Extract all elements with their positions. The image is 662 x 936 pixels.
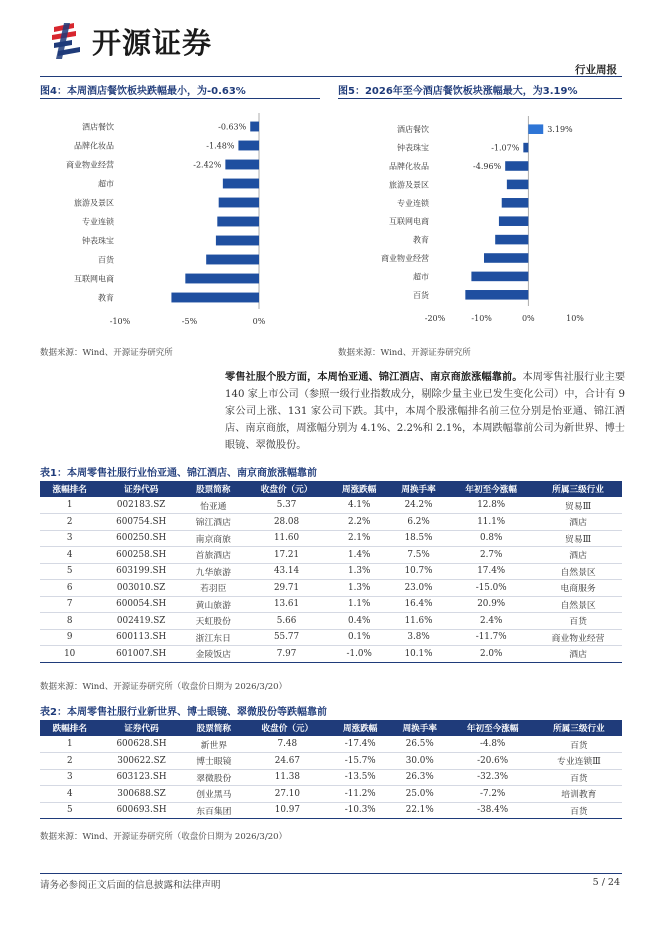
paragraph-lead: 零售社服个股方面，本周怡亚通、锦江酒店、南京商旅涨幅靠前。 bbox=[225, 371, 523, 383]
table-cell: 酒店 bbox=[534, 646, 622, 663]
table-cell: 003010.SZ bbox=[99, 580, 183, 597]
table-cell: 17.4% bbox=[448, 563, 534, 580]
table-cell: 7.48 bbox=[244, 736, 330, 753]
category-label: 专业连锁 bbox=[397, 198, 429, 208]
table-cell: 13.61 bbox=[244, 596, 330, 613]
table2-title: 表2：本周零售社服行业新世界、博士眼镜、翠微股份等跌幅靠前 bbox=[40, 707, 327, 718]
x-tick-label: -10% bbox=[109, 317, 131, 326]
table-cell: 贸易Ⅲ bbox=[534, 530, 622, 547]
body-paragraph bbox=[225, 369, 625, 454]
table-cell: 600693.SH bbox=[100, 802, 184, 819]
table-cell: 自然景区 bbox=[534, 563, 622, 580]
table-cell: 新世界 bbox=[183, 736, 244, 753]
table-cell: 天虹股份 bbox=[183, 613, 244, 630]
table-cell: 300622.SZ bbox=[100, 753, 184, 770]
table-cell: 2.1% bbox=[330, 530, 389, 547]
table-cell: 30.0% bbox=[390, 753, 450, 770]
table-cell: 4 bbox=[40, 547, 99, 564]
table-cell: -4.8% bbox=[450, 736, 536, 753]
table2 bbox=[40, 720, 622, 819]
table2-header-cell: 收盘价（元） bbox=[261, 724, 314, 734]
chart-bar bbox=[505, 161, 528, 171]
category-label: 品牌化妆品 bbox=[389, 162, 429, 171]
table2-header-row bbox=[40, 720, 622, 736]
table-cell: 16.4% bbox=[389, 596, 448, 613]
table-cell: 10.7% bbox=[389, 563, 448, 580]
table-cell: 百货 bbox=[536, 769, 622, 786]
data-label: 3.19% bbox=[547, 125, 573, 135]
table-cell: 0.1% bbox=[330, 629, 389, 646]
table-row bbox=[40, 753, 622, 770]
table-cell: 002419.SZ bbox=[99, 613, 183, 630]
table-cell: -15.0% bbox=[448, 580, 534, 597]
table-cell: 5.66 bbox=[244, 613, 330, 630]
chart-bar bbox=[206, 255, 259, 265]
table-cell: 28.08 bbox=[244, 514, 330, 531]
table-cell: 7.97 bbox=[244, 646, 330, 663]
chart-bar bbox=[484, 253, 528, 263]
table-cell: 黄山旅游 bbox=[183, 596, 244, 613]
table-cell: 17.21 bbox=[244, 547, 330, 564]
table-cell: 10 bbox=[40, 646, 99, 663]
table-cell: 600113.SH bbox=[99, 629, 183, 646]
table1-source: 数据来源：Wind、开源证券研究所（收盘价日期为 2026/3/20） bbox=[40, 682, 288, 692]
category-label: 百货 bbox=[413, 290, 429, 300]
table-cell: 4 bbox=[40, 786, 100, 803]
table-cell: 酒店 bbox=[534, 547, 622, 564]
footer-divider bbox=[40, 873, 622, 874]
table-cell: -11.2% bbox=[330, 786, 390, 803]
table-cell: 首旅酒店 bbox=[183, 547, 244, 564]
table2-header-cell: 年初至今涨幅 bbox=[466, 724, 519, 734]
table-cell: 1.3% bbox=[330, 580, 389, 597]
category-label: 教育 bbox=[98, 293, 114, 303]
table-cell: 11.38 bbox=[244, 769, 330, 786]
table-cell: 26.5% bbox=[390, 736, 450, 753]
table-cell: 浙江东日 bbox=[183, 629, 244, 646]
table-row bbox=[40, 497, 622, 514]
table-cell: 6.2% bbox=[389, 514, 448, 531]
table-cell: 1.4% bbox=[330, 547, 389, 564]
chart-bar bbox=[495, 235, 528, 245]
table1-header-cell: 周换手率 bbox=[401, 485, 436, 495]
table-cell: 1.3% bbox=[330, 563, 389, 580]
table-cell: 东百集团 bbox=[183, 802, 244, 819]
table1-header-cell: 周涨跌幅 bbox=[341, 485, 377, 495]
figure5-title: 图5：2026年至今酒店餐饮板块涨幅最大，为3.19% bbox=[338, 86, 578, 97]
table-cell: 600250.SH bbox=[99, 530, 183, 547]
table-cell: 创业黑马 bbox=[183, 786, 244, 803]
x-tick-label: -5% bbox=[181, 317, 198, 326]
table-cell: 4.1% bbox=[330, 497, 389, 514]
table-cell: -13.5% bbox=[330, 769, 390, 786]
table2-header-cell: 周涨跌幅 bbox=[343, 724, 378, 734]
chart-bar bbox=[465, 290, 528, 300]
table-cell: -17.4% bbox=[330, 736, 390, 753]
table1-header-cell: 证券代码 bbox=[123, 485, 159, 495]
table2-source: 数据来源：Wind、开源证券研究所（收盘价日期为 2026/3/20） bbox=[40, 832, 288, 842]
chart-bar bbox=[502, 198, 529, 208]
table-cell: 600054.SH bbox=[99, 596, 183, 613]
x-tick-label: -20% bbox=[424, 314, 446, 323]
table-cell: 博士眼镜 bbox=[183, 753, 244, 770]
table-cell: 若羽臣 bbox=[183, 580, 244, 597]
table-cell: 1.1% bbox=[330, 596, 389, 613]
chart-bar bbox=[219, 198, 259, 208]
table1-title: 表1：本周零售社服行业怡亚通、锦江酒店、南京商旅涨幅靠前 bbox=[40, 468, 317, 479]
figure5-source: 数据来源：Wind、开源证券研究所 bbox=[338, 348, 471, 358]
table-cell: 24.67 bbox=[244, 753, 330, 770]
table-cell: -32.3% bbox=[450, 769, 536, 786]
table2-header-cell: 股票简称 bbox=[196, 724, 232, 734]
x-tick-label: -10% bbox=[471, 314, 492, 323]
table-cell: 2.2% bbox=[330, 514, 389, 531]
table-row bbox=[40, 563, 622, 580]
table-cell: 7.5% bbox=[389, 547, 448, 564]
category-label: 互联网电商 bbox=[74, 274, 114, 284]
figure4-chart bbox=[40, 105, 325, 335]
table-cell: 10.97 bbox=[244, 802, 330, 819]
table-cell: -1.0% bbox=[330, 646, 389, 663]
table-cell: 商业物业经营 bbox=[534, 629, 622, 646]
table-row bbox=[40, 802, 622, 819]
table2-header-cell: 证券代码 bbox=[124, 724, 159, 734]
category-label: 品牌化妆品 bbox=[74, 141, 114, 151]
table-row bbox=[40, 514, 622, 531]
chart-bar bbox=[216, 236, 259, 246]
table-row bbox=[40, 547, 622, 564]
chart-bar bbox=[223, 179, 259, 189]
table-cell: 怡亚通 bbox=[183, 497, 244, 514]
table-cell: 22.1% bbox=[390, 802, 450, 819]
category-label: 互联网电商 bbox=[389, 217, 429, 227]
table-cell: 贸易Ⅲ bbox=[534, 497, 622, 514]
table-row bbox=[40, 629, 622, 646]
chart-bar bbox=[528, 124, 543, 134]
table1-header-cell: 年初至今涨幅 bbox=[465, 485, 517, 495]
table1-header-cell: 股票简称 bbox=[196, 485, 231, 495]
chart-bar bbox=[185, 274, 259, 284]
table-cell: 9 bbox=[40, 629, 99, 646]
category-label: 超市 bbox=[98, 179, 114, 189]
table-cell: -38.4% bbox=[450, 802, 536, 819]
table-cell: 26.3% bbox=[390, 769, 450, 786]
table-cell: 锦江酒店 bbox=[183, 514, 244, 531]
table-cell: 002183.SZ bbox=[99, 497, 183, 514]
table-cell: 6 bbox=[40, 580, 99, 597]
chart-bar bbox=[217, 217, 259, 227]
table-cell: 2 bbox=[40, 753, 100, 770]
x-tick-label: 0% bbox=[521, 314, 535, 323]
table-row bbox=[40, 736, 622, 753]
x-tick-label: 0% bbox=[252, 317, 266, 326]
table-cell: 百货 bbox=[534, 613, 622, 630]
x-tick-label: 10% bbox=[566, 314, 584, 323]
table-row bbox=[40, 613, 622, 630]
table-cell: 29.71 bbox=[244, 580, 330, 597]
table-cell: 2.7% bbox=[448, 547, 534, 564]
table-cell: 百货 bbox=[536, 802, 622, 819]
table1-header-cell: 所属三级行业 bbox=[552, 485, 604, 495]
company-logo bbox=[50, 20, 212, 62]
table-cell: 23.0% bbox=[389, 580, 448, 597]
table-cell: 11.6% bbox=[389, 613, 448, 630]
table-cell: 601007.SH bbox=[99, 646, 183, 663]
figure4-source: 数据来源：Wind、开源证券研究所 bbox=[40, 348, 173, 358]
header-divider bbox=[40, 76, 622, 77]
table-cell: 2.0% bbox=[448, 646, 534, 663]
table-cell: -15.7% bbox=[330, 753, 390, 770]
figure4-title-underline bbox=[40, 98, 320, 99]
chart-bar bbox=[499, 216, 528, 226]
chart-bar bbox=[238, 141, 259, 151]
chart-bar bbox=[507, 180, 528, 190]
table-cell: 酒店 bbox=[534, 514, 622, 531]
report-type: 行业周报 bbox=[575, 64, 617, 76]
table-cell: 20.9% bbox=[448, 596, 534, 613]
table-cell: 25.0% bbox=[390, 786, 450, 803]
page-number: 5 / 24 bbox=[592, 877, 620, 888]
data-label: -0.63% bbox=[218, 122, 247, 132]
table-cell: -10.3% bbox=[330, 802, 390, 819]
data-label: -2.42% bbox=[193, 160, 222, 170]
table-cell: 600628.SH bbox=[100, 736, 184, 753]
table-cell: 8 bbox=[40, 613, 99, 630]
table-row bbox=[40, 596, 622, 613]
category-label: 百货 bbox=[98, 255, 114, 265]
table-cell: 27.10 bbox=[244, 786, 330, 803]
table-cell: 7 bbox=[40, 596, 99, 613]
table-cell: 百货 bbox=[536, 736, 622, 753]
category-label: 酒店餐饮 bbox=[82, 122, 114, 132]
figure5-title-underline bbox=[338, 98, 622, 99]
table1-header-cell: 涨幅排名 bbox=[52, 485, 87, 495]
category-label: 旅游及景区 bbox=[74, 198, 114, 208]
table-cell: 600258.SH bbox=[99, 547, 183, 564]
data-label: -4.96% bbox=[473, 162, 502, 171]
table-cell: 九华旅游 bbox=[183, 563, 244, 580]
category-label: 商业物业经营 bbox=[381, 254, 429, 263]
table1-header-cell: 收盘价（元） bbox=[260, 485, 313, 495]
table-cell: 2.4% bbox=[448, 613, 534, 630]
table-row bbox=[40, 769, 622, 786]
table-cell: -11.7% bbox=[448, 629, 534, 646]
table-row bbox=[40, 580, 622, 597]
chart-bar bbox=[250, 122, 259, 132]
table-cell: 603199.SH bbox=[99, 563, 183, 580]
category-label: 酒店餐饮 bbox=[397, 125, 429, 135]
table-row bbox=[40, 786, 622, 803]
table-cell: 11.1% bbox=[448, 514, 534, 531]
logo-text: 开源证券 bbox=[92, 25, 213, 60]
table-cell: 43.14 bbox=[244, 563, 330, 580]
table-cell: 5.37 bbox=[244, 497, 330, 514]
table-cell: 12.8% bbox=[448, 497, 534, 514]
table-row bbox=[40, 530, 622, 547]
table-cell: 300688.SZ bbox=[100, 786, 184, 803]
table-cell: 自然景区 bbox=[534, 596, 622, 613]
chart-bar bbox=[225, 160, 259, 170]
table-cell: 培训教育 bbox=[536, 786, 622, 803]
table-cell: 南京商旅 bbox=[183, 530, 244, 547]
table-cell: 55.77 bbox=[244, 629, 330, 646]
footer-disclaimer: 请务必参阅正文后面的信息披露和法律声明 bbox=[40, 880, 221, 891]
table-cell: -7.2% bbox=[450, 786, 536, 803]
data-label: -1.48% bbox=[206, 141, 235, 151]
table-cell: -20.6% bbox=[450, 753, 536, 770]
table-cell: 10.1% bbox=[389, 646, 448, 663]
data-label: -1.07% bbox=[491, 143, 520, 153]
table-cell: 600754.SH bbox=[99, 514, 183, 531]
table2-header-cell: 周换手率 bbox=[402, 724, 437, 734]
figure5-chart bbox=[338, 105, 623, 335]
table-cell: 专业连锁Ⅲ bbox=[536, 753, 622, 770]
chart-bar bbox=[171, 293, 259, 303]
table-cell: 0.8% bbox=[448, 530, 534, 547]
table-cell: 翠微股份 bbox=[183, 769, 244, 786]
table-cell: 5 bbox=[40, 563, 99, 580]
table1-header-row bbox=[40, 481, 622, 497]
chart-bar bbox=[471, 272, 528, 282]
table2-header-cell: 所属三级行业 bbox=[553, 724, 605, 734]
category-label: 旅游及景区 bbox=[389, 180, 429, 190]
table-cell: 0.4% bbox=[330, 613, 389, 630]
table-cell: 3.8% bbox=[389, 629, 448, 646]
figure4-title: 图4：本周酒店餐饮板块跌幅最小，为-0.63% bbox=[40, 86, 246, 97]
category-label: 教育 bbox=[413, 235, 429, 245]
table-cell: 24.2% bbox=[389, 497, 448, 514]
table-cell: 18.5% bbox=[389, 530, 448, 547]
kaiyuan-logo-icon bbox=[50, 21, 84, 61]
category-label: 钟表珠宝 bbox=[397, 143, 429, 153]
table-cell: 电商服务 bbox=[534, 580, 622, 597]
category-label: 专业连锁 bbox=[82, 217, 114, 227]
table-cell: 11.60 bbox=[244, 530, 330, 547]
table-row bbox=[40, 646, 622, 663]
table-cell: 603123.SH bbox=[100, 769, 184, 786]
paragraph-text: 本周零售社服行业主要 140 家上市公司（参照一级行业指数成分，剔除少量主业已发生变化公司）中，合计有 9 家公司上涨、131 家公司下跌。其中，本周个股涨幅排名前三位分别是怡亚通、锦江酒店、南京商旅，周涨幅分别为 4.1%、2.2%和 2.1%，本周跌幅靠前公司为新世界、博士眼镜、翠微股份。 bbox=[225, 372, 626, 451]
table2-header-cell: 跌幅排名 bbox=[52, 724, 87, 734]
category-label: 超市 bbox=[413, 272, 429, 282]
chart-bar bbox=[523, 143, 528, 153]
table-cell: 2 bbox=[40, 514, 99, 531]
table-cell: 3 bbox=[40, 530, 99, 547]
table-cell: 5 bbox=[40, 802, 100, 819]
table-cell: 金陵饭店 bbox=[183, 646, 244, 663]
category-label: 钟表珠宝 bbox=[82, 236, 114, 246]
category-label: 商业物业经营 bbox=[66, 160, 114, 170]
table-cell: 1 bbox=[40, 497, 99, 514]
table-cell: 1 bbox=[40, 736, 100, 753]
table1 bbox=[40, 481, 622, 663]
table-cell: 3 bbox=[40, 769, 100, 786]
